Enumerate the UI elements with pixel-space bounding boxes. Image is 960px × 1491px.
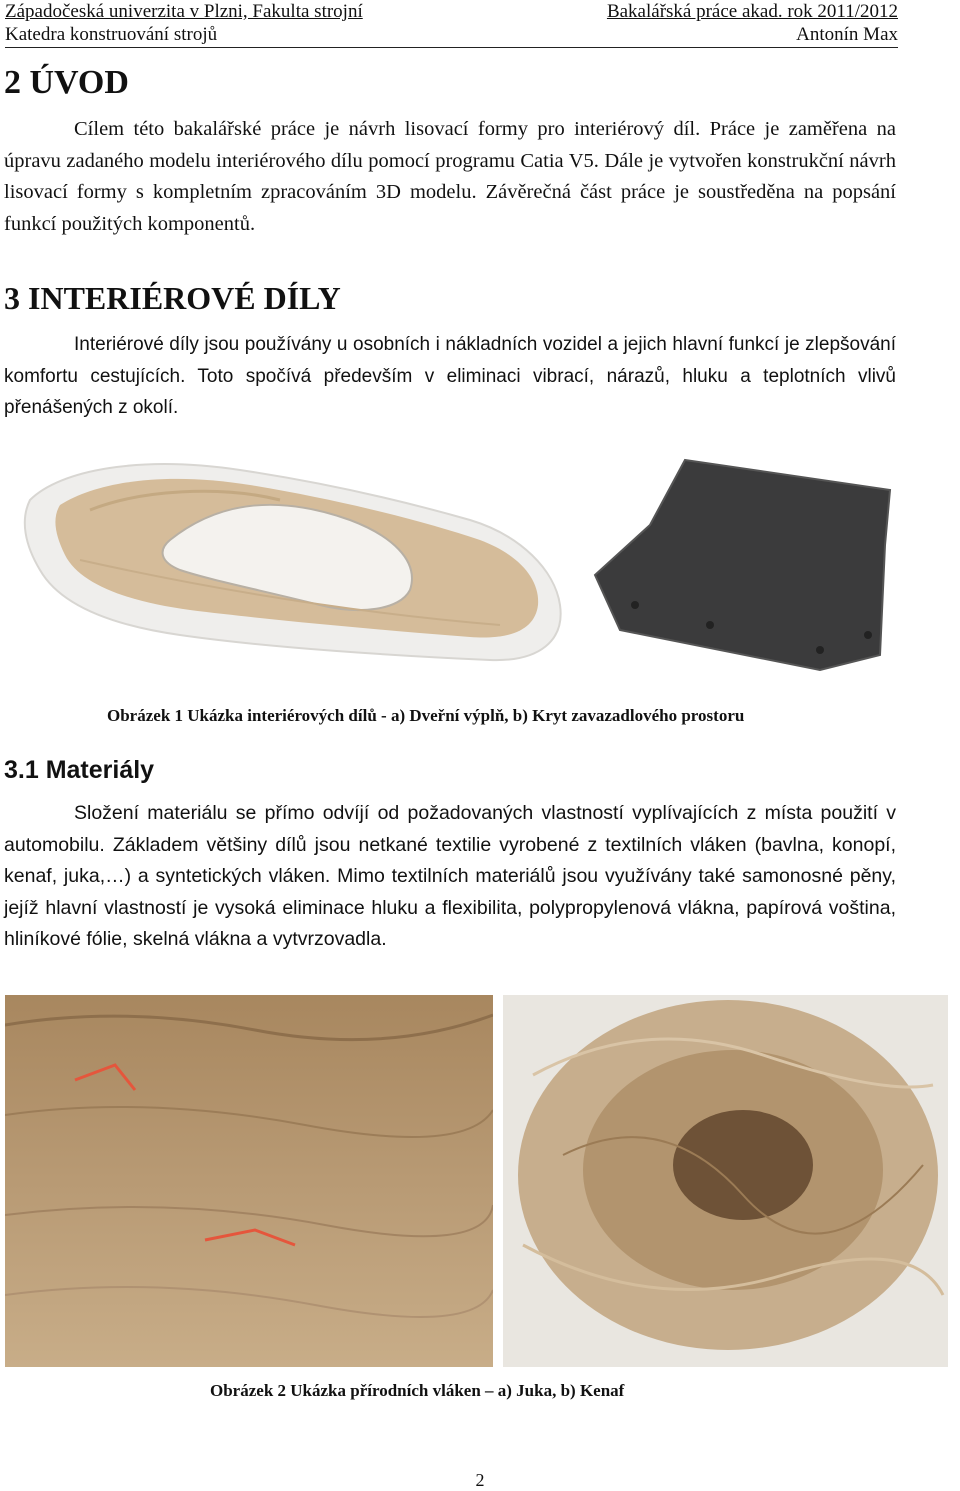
paragraph-materialy-text: Složení materiálu se přímo odvíjí od požadovaných vlastností vyplívajících z místa použití v automobilu. Základem většiny dílů jsou netkané textilie vyrobené z textilních vláken (bavlna, konopí, kenaf, juka,…) a syntetických vláken. Mimo textilních materiálů jsou využívány také samonosné pěny, jejíž hlavní vlastností je vysoká eliminace hluku a flexibilita, polypropylenová vlákna, papírová voština, hliníkové fólie, skelná vlákna a vytvrzovadla. xyxy=(4,802,896,951)
header-thesis: Bakalářská práce akad. rok 2011/2012 xyxy=(606,1,898,22)
figure-1-caption: Obrázek 1 Ukázka interiérových dílů - a) Dveřní výplň, b) Kryt zavazadlového prostoru xyxy=(107,706,745,725)
header-university: Západočeská univerzita v Plzni, Fakulta strojní xyxy=(5,1,363,22)
heading-interierove-dily: 3 INTERIÉROVÉ DÍLY xyxy=(4,280,341,316)
paragraph-materialy xyxy=(4,798,896,956)
header-divider xyxy=(5,47,898,48)
trunk-cover-image xyxy=(590,455,905,685)
door-panel-image xyxy=(20,430,565,670)
jute-fibre-image xyxy=(5,995,493,1367)
page-number: 2 xyxy=(475,1470,485,1490)
page-header-top xyxy=(5,1,898,23)
figure-2-caption: Obrázek 2 Ukázka přírodních vláken – a) Juka, b) Kenaf xyxy=(210,1381,625,1400)
paragraph-uvod-text: Cílem této bakalářské práce je návrh lisovací formy pro interiérový díl. Práce je zaměřena na úpravu zadaného modelu interiérového dílu pomocí programu Catia V5. Dále je vytvořen konstrukční návrh lisovací formy s kompletním zpracováním 3D modelu. Závěrečná část práce je soustředěna na popsání funkcí použitých komponentů. xyxy=(4,118,896,235)
header-author: Antonín Max xyxy=(796,24,898,45)
paragraph-interier xyxy=(4,329,896,424)
kenaf-fibre-image xyxy=(503,995,948,1367)
paragraph-interier-text: Interiérové díly jsou používány u osobních i nákladních vozidel a jejich hlavní funkcí je zlepšování komfortu cestujících. Toto spočívá především v eliminaci vibrací, nárazů, hluku a teplotních vlivů přenášených z okolí. xyxy=(4,334,896,418)
header-department: Katedra konstruování strojů xyxy=(5,24,218,45)
heading-uvod: 2 ÚVOD xyxy=(4,64,129,101)
heading-materialy: 3.1 Materiály xyxy=(4,756,155,784)
paragraph-uvod xyxy=(4,114,896,240)
page-header-bottom xyxy=(5,24,898,46)
